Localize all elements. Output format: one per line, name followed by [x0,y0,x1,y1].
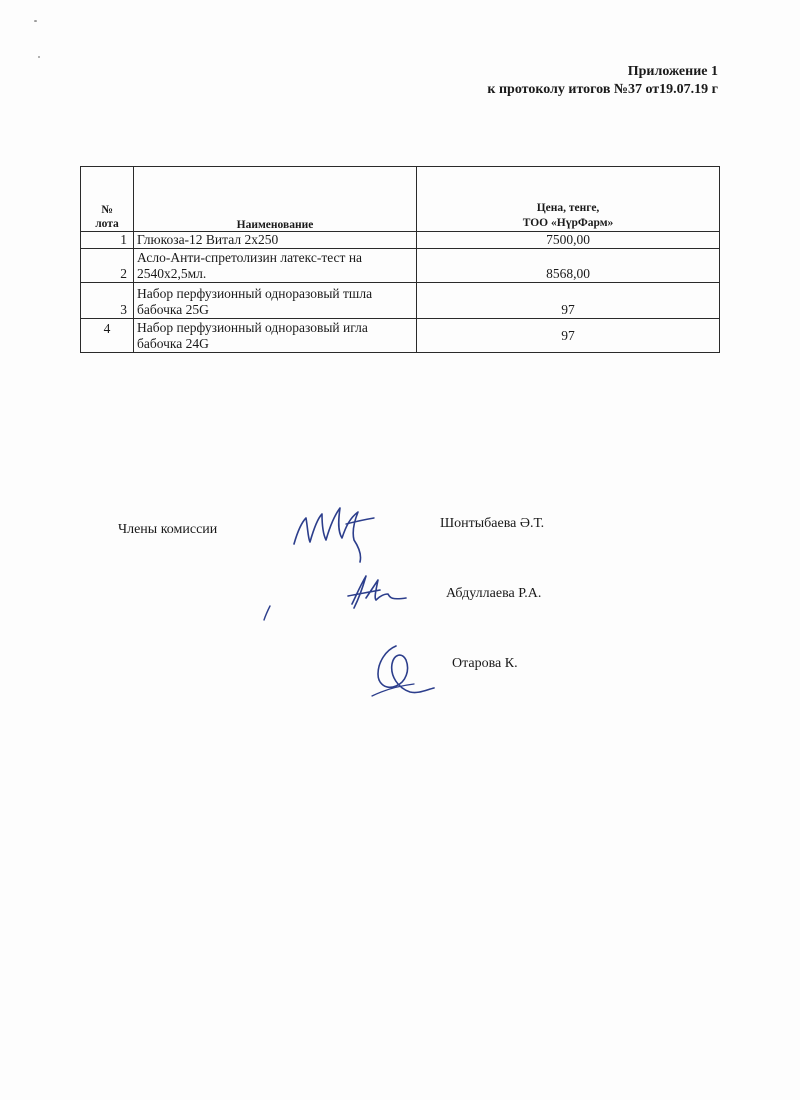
member-name: Абдуллаева Р.А. [446,586,542,601]
table-row [81,249,720,283]
item-price: 97 [417,319,720,353]
item-price: 7500,00 [417,232,720,249]
item-name: Глюкоза-12 Витал 2х250 [134,232,417,249]
table-row [81,319,720,353]
lot-number: 2 [81,249,134,283]
lot-number: 3 [81,283,134,319]
item-name: Набор перфузионный одноразовый тшла бабочка 25G [134,283,417,319]
handwritten-signature [262,568,412,624]
scan-speck [38,56,40,58]
scan-speck [34,20,37,22]
item-name: Набор перфузионный одноразовый игла бабочка 24G [134,319,417,353]
member-name: Шонтыбаева Ә.Т. [440,516,545,531]
commission-members-label: Члены комиссии [118,522,218,537]
item-price: 8568,00 [417,249,720,283]
appendix-header [487,63,718,99]
item-name: Асло-Анти-спретолизин латекс-тест на 2540х2,5мл. [134,249,417,283]
lots-table [80,166,720,353]
handwritten-signature [364,640,444,702]
name-header: Наименование [134,167,417,232]
protocol-reference: к протоколу итогов №37 от19.07.19 г [487,82,718,97]
table-row [81,283,720,319]
price-header [417,167,720,232]
price-header-line1: Цена, тенге, [536,202,600,214]
table-header-row [81,167,720,232]
lot-number-header [81,167,134,232]
appendix-title: Приложение 1 [627,64,718,79]
lot-number: 1 [81,232,134,249]
lot-number: 4 [81,319,134,353]
item-price: 97 [417,283,720,319]
table-row [81,232,720,249]
lot-number-header-line1: № [101,204,113,216]
handwritten-signature [288,496,384,568]
price-header-line2: ТОО «НүрФарм» [522,217,614,229]
member-name: Отарова К. [452,656,518,671]
lot-number-header-line2: лота [95,218,119,230]
